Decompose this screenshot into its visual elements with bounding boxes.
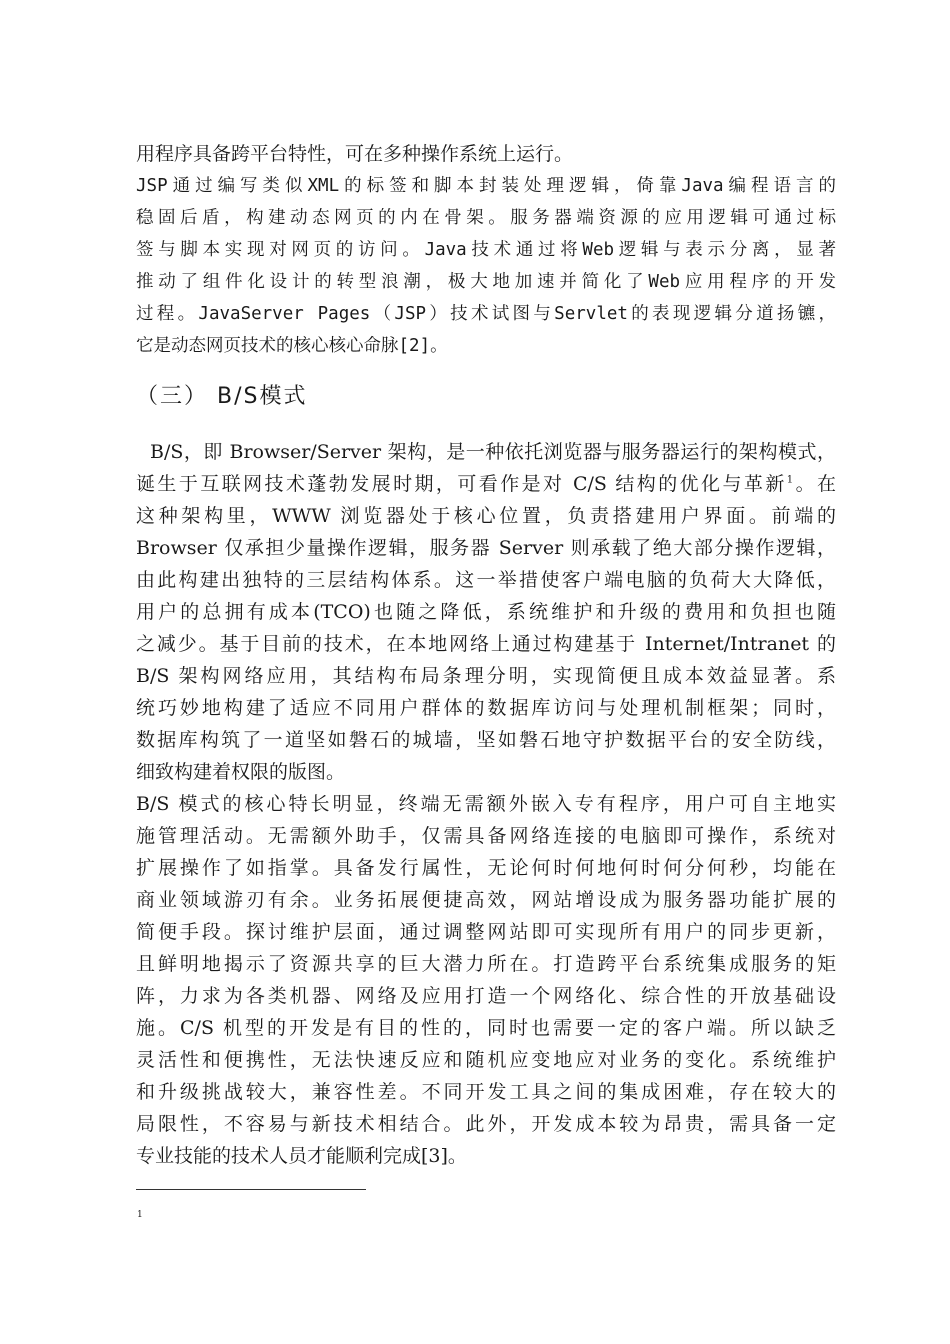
paragraph-line: 扩展操作了如指掌。具备发行属性，无论何时何地何时何分何秒，均能在	[136, 857, 836, 879]
paragraph-text: 诞生于互联网技术蓬勃发展时期，可看作是对 C/S 结构的优化与革新	[136, 473, 787, 495]
paragraph-line: 细致构建着权限的版图。	[136, 761, 346, 783]
paragraph-line: 施。C/S 机型的开发是有目的性的，同时也需要一定的客户端。所以缺乏	[136, 1017, 836, 1039]
paragraph-line: 专业技能的技术人员才能顺利完成[3]。	[136, 1145, 467, 1167]
paragraph-line: 阵，力求为各类机器、网络及应用打造一个网络化、综合性的开放基础设	[136, 985, 836, 1007]
paragraph-line: 推动了组件化设计的转型浪潮，极大地加速并简化了Web应用程序的开发	[136, 272, 836, 292]
paragraph-line: Browser 仅承担少量操作逻辑，服务器 Server 则承载了绝大部分操作逻辑，	[136, 537, 836, 559]
footnote-reference[interactable]: 1	[786, 474, 794, 486]
paragraph-line: 签与脚本实现对网页的访问。Java技术通过将Web逻辑与表示分离，显著	[136, 240, 836, 260]
paragraph-line: 局限性，不容易与新技术相结合。此外，开发成本较为昂贵，需具备一定	[136, 1113, 836, 1135]
footnote-separator	[136, 1189, 366, 1190]
paragraph-text: 。在	[793, 473, 836, 495]
section-heading: （三） B/S模式	[136, 384, 308, 409]
paragraph-line: 之减少。基于目前的技术，在本地网络上通过构建基于 Internet/Intranet 的	[136, 633, 836, 655]
footnote-mark: 1	[137, 1210, 143, 1220]
paragraph-line	[136, 468, 836, 500]
paragraph-line: 由此构建出独特的三层结构体系。这一举措使客户端电脑的负荷大大降低，	[136, 569, 836, 591]
paragraph-line: 稳固后盾，构建动态网页的内在骨架。服务器端资源的应用逻辑可通过标	[136, 208, 836, 228]
paragraph-line: 用程序具备跨平台特性，可在多种操作系统上运行。	[136, 143, 574, 165]
paragraph-line: B/S 模式的核心特长明显，终端无需额外嵌入专有程序，用户可自主地实	[136, 793, 836, 815]
paragraph-line: 它是动态网页技术的核心核心命脉[2]。	[136, 336, 448, 356]
paragraph-line: 这种架构里，WWW 浏览器处于核心位置，负责搭建用户界面。前端的	[136, 505, 836, 527]
paragraph-line: 施管理活动。无需额外助手，仅需具备网络连接的电脑即可操作，系统对	[136, 825, 836, 847]
paragraph-line: 商业领域游刃有余。业务拓展便捷高效，网站增设成为服务器功能扩展的	[136, 889, 836, 911]
paragraph-line: 且鲜明地揭示了资源共享的巨大潜力所在。打造跨平台系统集成服务的矩	[136, 953, 836, 975]
paragraph-line: B/S 架构网络应用，其结构布局条理分明，实现简便且成本效益显著。系	[136, 665, 836, 687]
paragraph-line: 过程。JavaServer Pages（JSP）技术试图与Servlet的表现逻辑分道扬镳，	[136, 304, 836, 324]
paragraph-line: 用户的总拥有成本(TCO)也随之降低，系统维护和升级的费用和负担也随	[136, 601, 836, 623]
paragraph-line: JSP通过编写类似XML的标签和脚本封装处理逻辑，倚靠Java编程语言的	[136, 176, 836, 196]
paragraph-line: B/S，即 Browser/Server 架构，是一种依托浏览器与服务器运行的架构模式，	[150, 441, 836, 463]
paragraph-line: 简便手段。探讨维护层面，通过调整网站即可实现所有用户的同步更新，	[136, 921, 836, 943]
paragraph-line: 灵活性和便携性，无法快速反应和随机应变地应对业务的变化。系统维护	[136, 1049, 836, 1071]
paragraph-line: 和升级挑战较大，兼容性差。不同开发工具之间的集成困难，存在较大的	[136, 1081, 836, 1103]
paragraph-line: 统巧妙地构建了适应不同用户群体的数据库访问与处理机制框架；同时，	[136, 697, 836, 719]
paragraph-line: 数据库构筑了一道坚如磐石的城墙，坚如磐石地守护数据平台的安全防线，	[136, 729, 836, 751]
